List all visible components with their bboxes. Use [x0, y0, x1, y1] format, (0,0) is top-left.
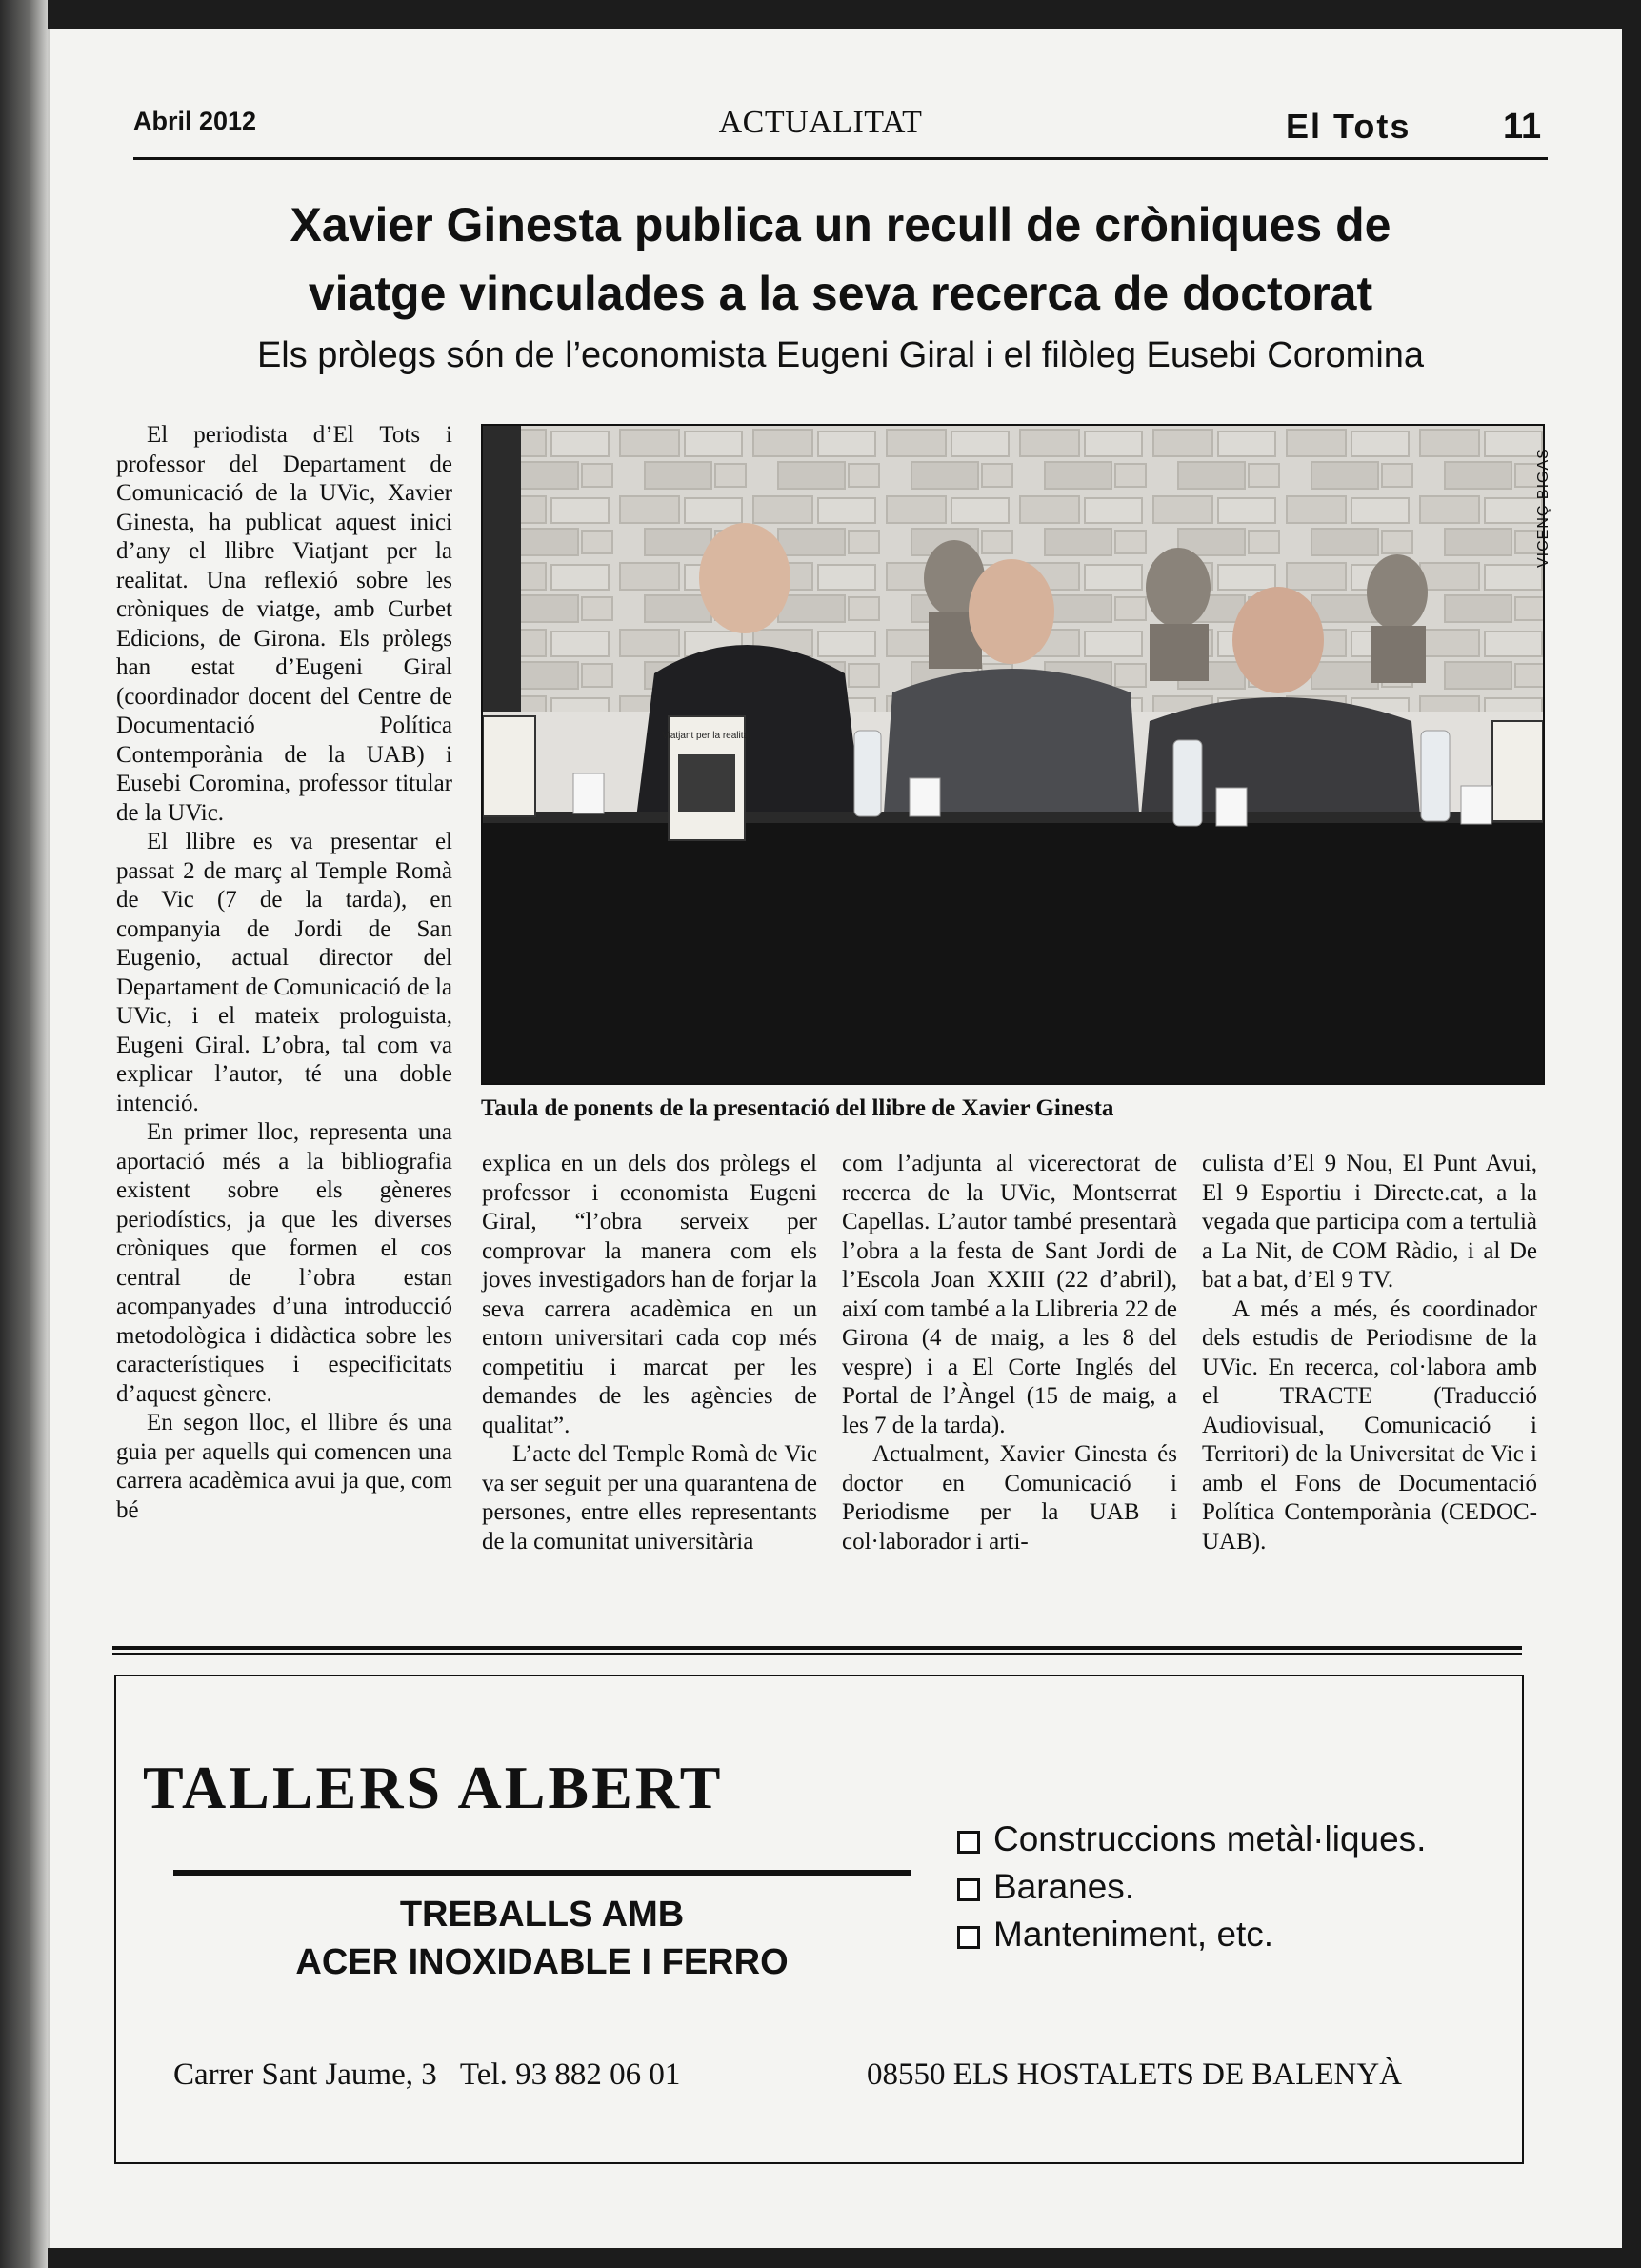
- checkbox-icon: [957, 1878, 980, 1901]
- paragraph: explica en un dels dos pròlegs el professor i economista Eugeni Giral, “l’obra serveix per comprovar la manera com els joves investigadors han de forjar la seva carrera acadèmica en un entorn universitari cada cop més competitiu i marcat per les demandes de les agències de qualitat”.: [482, 1151, 817, 1438]
- article-column-2: [482, 1150, 817, 1556]
- section-name: ACTUALITAT: [718, 105, 923, 140]
- paragraph: El periodista d’El Tots i professor del Departament de Comunicació de la UVic, Xavier Ginesta, ha publicat aquest inici d’any el llibre Viatjant per la realitat. Una reflexió sobre les cròniques de viatge, amb Curbet Edicions, de Girona. Els pròlegs han estat d’Eugeni Giral (coordinador docent del Centre de Documentació Política Contemporània de la UAB) i Eusebi Coromina, professor titular de la UVic.: [116, 422, 452, 826]
- article-column-1: [116, 421, 452, 1525]
- paragraph: culista d’El 9 Nou, El Punt Avui, El 9 Esportiu i Directe.cat, a la vegada que participa com a tertulià a La Nit, de COM Ràdio, i al De bat a bat, d’El 9 TV.: [1202, 1151, 1537, 1293]
- paragraph: En primer lloc, representa una aportació més a la bibliografia existent sobre els gèneres periodístics, ja que les diverses cròniques que formen el cos central de l’obra estan acompanyades d’una introducció metodològica i didàctica sobre les característiques i especificitats d’aquest gènere.: [116, 1119, 452, 1407]
- ad-phone: Tel. 93 882 06 01: [459, 2057, 681, 2092]
- advertiser-logo: TALLERS ALBERT: [143, 1754, 724, 1821]
- ad-service-item: Baranes.: [957, 1867, 1134, 1907]
- logo-underline: [173, 1870, 911, 1876]
- article-photo: [481, 424, 1545, 1085]
- paragraph: Actualment, Xavier Ginesta és doctor en Comunicació i Periodisme per la UAB i col·laborador i arti-: [842, 1441, 1177, 1555]
- checkbox-icon: [957, 1926, 980, 1949]
- ad-address-line: [173, 2057, 680, 2093]
- article-subtitle: Els pròlegs són de l’economista Eugeni Giral i el filòleg Eusebi Coromina: [256, 335, 1425, 375]
- ad-separator-rule: [112, 1646, 1522, 1650]
- article-column-3: [842, 1150, 1177, 1556]
- ad-tagline-2: ACER INOXIDABLE I FERRO: [295, 1942, 789, 1982]
- paragraph: El llibre es va presentar el passat 2 de març al Temple Romà de Vic (7 de la tarda), en companyia de Jordi de San Eugenio, actual director del Departament de Comunicació de la UVic, i el mateix prologuista, Eugeni Giral. L’obra, tal com va explicar l’autor, té una doble intenció.: [116, 829, 452, 1116]
- article-column-4: [1202, 1150, 1537, 1556]
- paragraph: A més a més, és coordinador dels estudis de Periodisme de la UVic. En recerca, col·labora amb el TRACTE (Traducció Audiovisual, Comunicació i Territori) de la Universitat de Vic i amb el Fons de Documentació Política Contemporània (CEDOC-UAB).: [1202, 1295, 1537, 1555]
- ad-service-item: Manteniment, etc.: [957, 1915, 1273, 1955]
- ad-address: Carrer Sant Jaume, 3: [173, 2057, 437, 2092]
- checkbox-icon: [957, 1831, 980, 1854]
- page-number: 11: [1503, 107, 1542, 147]
- header-rule: [133, 157, 1548, 160]
- publication-name: El Tots: [1286, 107, 1411, 146]
- paragraph: com l’adjunta al vicerectorat de recerca de la UVic, Montserrat Capellas. L’autor també presentarà l’obra a la festa de Sant Jordi de l’Escola Joan XXIII (22 d’abril), així com també a la Llibreria 22 de Girona (4 de maig, a les 8 del vespre) i a El Corte Inglés del Portal de l’Àngel (15 de maig, a les 7 de la tarda).: [842, 1151, 1177, 1438]
- page-gutter: [0, 0, 48, 2268]
- ad-tagline-1: TREBALLS AMB: [399, 1895, 685, 1935]
- book-cover-label: Viatjant per la realitat: [662, 731, 751, 741]
- paragraph: L’acte del Temple Romà de Vic va ser seguit per una quarantena de persones, entre elles representants de la comunitat universitària: [482, 1441, 817, 1555]
- ad-separator-rule-thin: [112, 1653, 1522, 1655]
- photo-credit: VICENÇ BIGAS: [1535, 448, 1551, 568]
- photo-caption: Taula de ponents de la presentació del llibre de Xavier Ginesta: [481, 1095, 1114, 1121]
- paragraph: En segon lloc, el llibre és una guia per aquells qui comencen una carrera acadèmica avui ja que, com bé: [116, 1410, 452, 1523]
- ad-city: 08550 ELS HOSTALETS DE BALENYÀ: [867, 2057, 1402, 2092]
- title-line-2: viatge vinculades a la seva recerca de doctorat: [308, 267, 1373, 320]
- article-title: [133, 191, 1548, 328]
- ad-service-item: Construccions metàl·liques.: [957, 1819, 1426, 1859]
- title-line-1: Xavier Ginesta publica un recull de cròniques de: [290, 198, 1391, 251]
- issue-date: Abril 2012: [133, 107, 257, 135]
- photo-panel-table: [483, 426, 1543, 1083]
